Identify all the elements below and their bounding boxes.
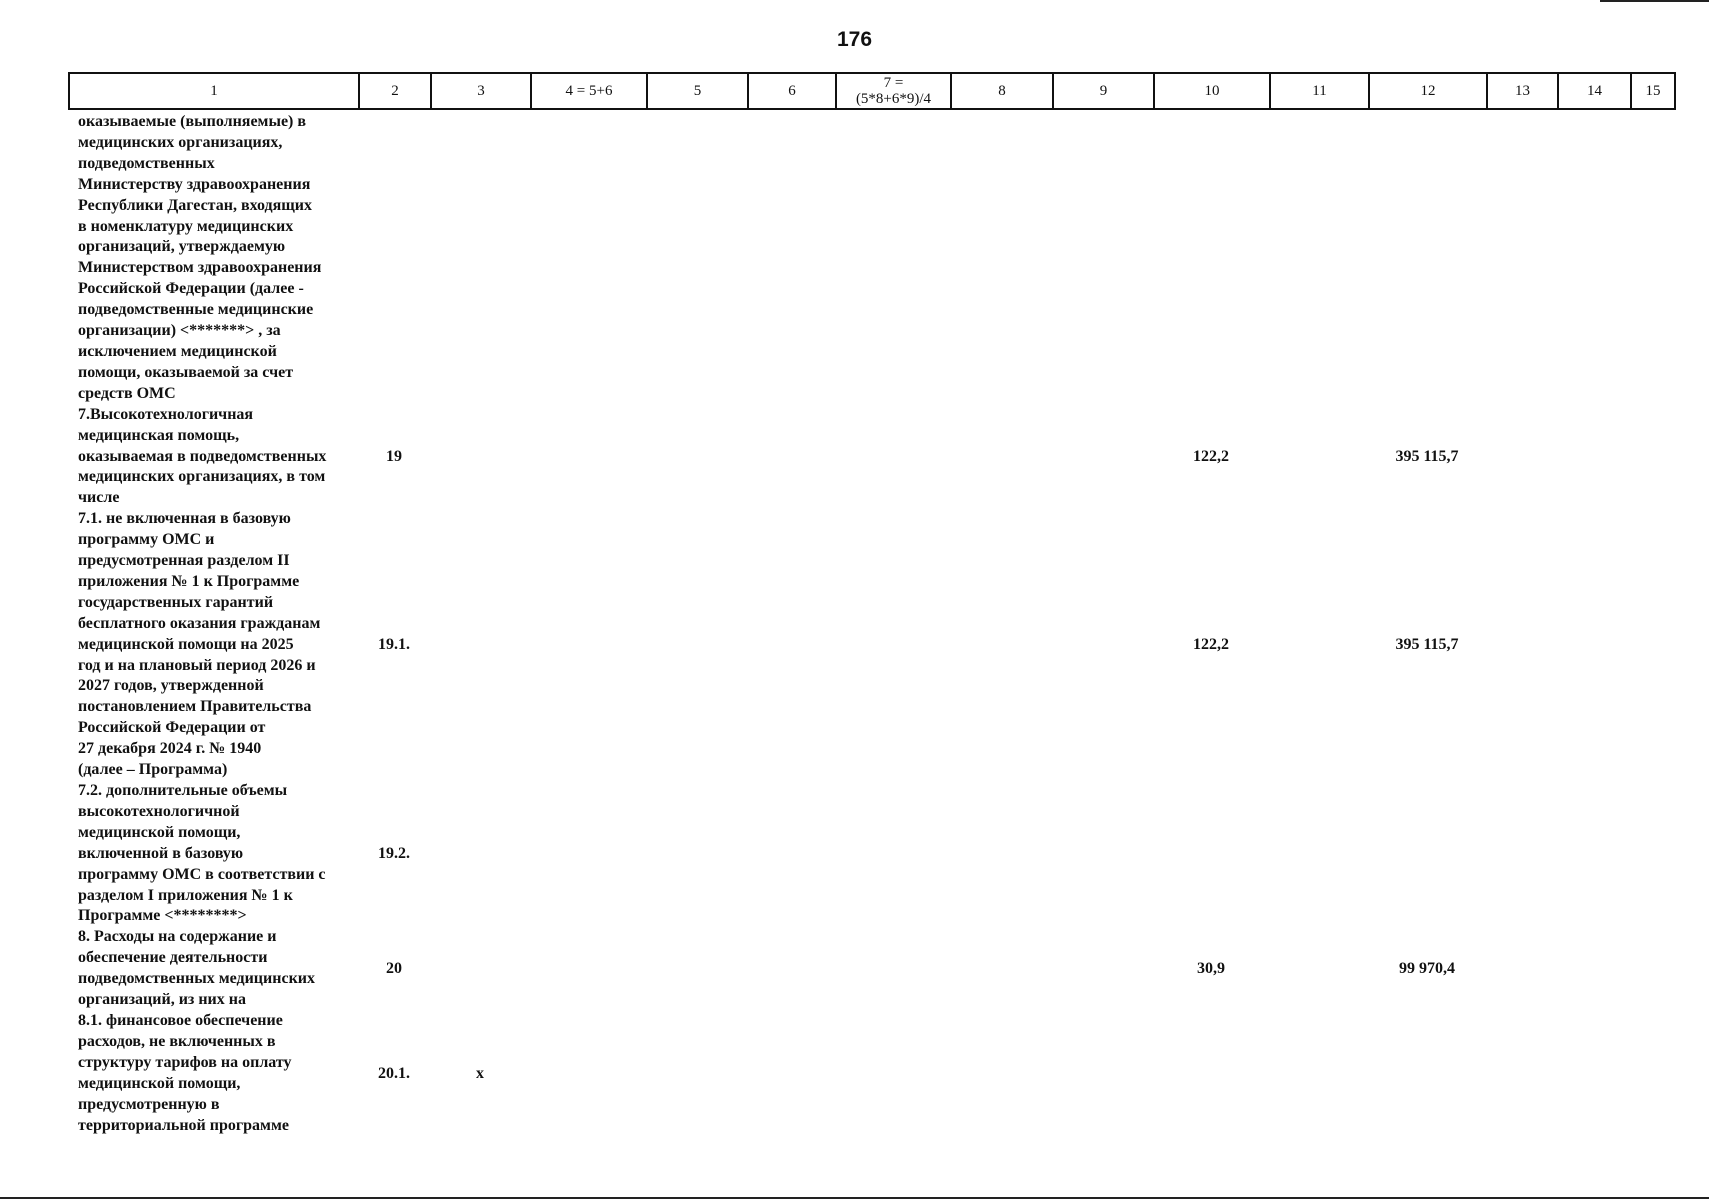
row-description: 7.1. не включенная в базовую программу ОМС и предусмотренная разделом II приложения № 1 к Программе государственных гарантий бесплатного оказания гражданам медицинской помощи на 2025 год и на плановый период 2026 и 2027 годов, утвержденной постановлением Правительства Российской Федерации от 27 декабря 2024 г. № 1940 (далее – Программа) xyxy=(78,510,321,779)
row-code: 19 xyxy=(386,447,402,465)
row-code: 20 xyxy=(386,960,402,978)
table-row xyxy=(68,1011,1674,1136)
row-description: 7.2. дополнительные объемы высокотехнологичной медицинской помощи, включенной в базовую программу ОМС в соответствии с разделом I приложения № 1 к Программе <********> xyxy=(78,782,326,925)
column-header-row xyxy=(69,73,1675,109)
column-header-2: 2 xyxy=(359,73,431,109)
table-row xyxy=(68,927,1674,1011)
row-col12: 395 115,7 xyxy=(1395,447,1459,465)
column-header-15: 15 xyxy=(1631,73,1675,109)
scan-artifact-line xyxy=(0,1197,1709,1199)
column-header-7: 7 = (5*8+6*9)/4 xyxy=(836,73,951,109)
row-description: оказываемые (выполняемые) в медицинских организациях, подведомственных Министерству здравоохранения Республики Дагестан, входящих в номенклатуру медицинских организаций, утверждаемую Министерством здравоохранения Российской Федерации (далее - подведомственные медицинские организации) <*******> , за исключением медицинской помощи, оказываемой за счет средств ОМС xyxy=(78,113,322,402)
column-header-3: 3 xyxy=(431,73,531,109)
column-header-5: 5 xyxy=(647,73,748,109)
column-header-4: 4 = 5+6 xyxy=(531,73,647,109)
row-col10: 30,9 xyxy=(1197,960,1225,978)
row-code: 19.2. xyxy=(378,845,410,863)
row-col10: 122,2 xyxy=(1193,636,1229,654)
column-header-6: 6 xyxy=(748,73,836,109)
row-col10: 122,2 xyxy=(1193,447,1229,465)
column-header-8: 8 xyxy=(951,73,1053,109)
column-header-10: 10 xyxy=(1154,73,1270,109)
scan-artifact-line xyxy=(1600,0,1709,2)
row-col12: 99 970,4 xyxy=(1399,960,1455,978)
table-row xyxy=(68,781,1674,927)
table-row xyxy=(68,405,1674,510)
page-number: 176 xyxy=(836,28,873,51)
column-header-1: 1 xyxy=(69,73,359,109)
table-row xyxy=(68,112,1674,405)
column-header-14: 14 xyxy=(1558,73,1631,109)
row-col12: 395 115,7 xyxy=(1395,636,1459,654)
row-code: 19.1. xyxy=(378,636,410,654)
column-header-9: 9 xyxy=(1053,73,1154,109)
row-description: 8. Расходы на содержание и обеспечение деятельности подведомственных медицинских организаций, из них на xyxy=(78,928,315,1009)
row-description: 8.1. финансовое обеспечение расходов, не включенных в структуру тарифов на оплату медицинской помощи, предусмотренную в территориальной программе xyxy=(78,1011,292,1134)
column-header-12: 12 xyxy=(1369,73,1487,109)
row-col3: х xyxy=(476,1064,484,1082)
table-row xyxy=(68,509,1674,781)
column-header-table xyxy=(68,72,1676,110)
column-header-13: 13 xyxy=(1487,73,1558,109)
row-description: 7.Высокотехнологичная медицинская помощь, оказываемая в подведомственных медицинских организациях, в том числе xyxy=(78,405,327,507)
column-header-11: 11 xyxy=(1270,73,1369,109)
row-code: 20.1. xyxy=(378,1064,410,1082)
table-body xyxy=(68,112,1674,1136)
